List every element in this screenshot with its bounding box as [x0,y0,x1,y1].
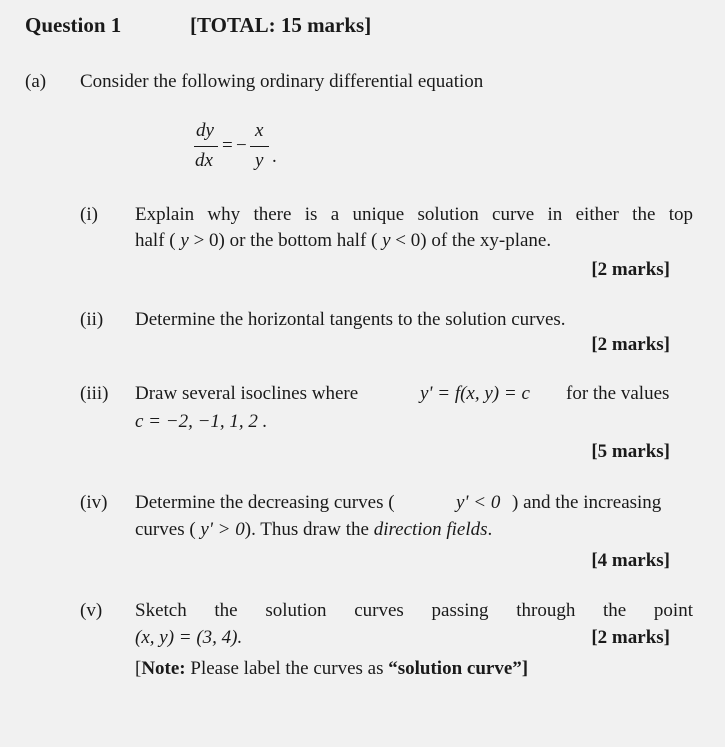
question-title: Question 1 [25,13,122,37]
rhs-fraction-bar [250,146,269,147]
sub-iii-isocline-eq: y' = f(x, y) = c [420,383,530,404]
sub-v-label: (v) [80,600,103,621]
sub-v-note: [Note: Please label the curves as “solution curve”] [135,658,529,679]
equals-sign: = [222,135,233,156]
sub-v-marks: [2 marks] [591,627,670,648]
equation-period: . [272,146,277,167]
rhs-numerator: x [255,120,264,141]
sub-iii-line1a: Draw several isoclines where [135,383,359,404]
sub-iv-marks: [4 marks] [591,550,670,571]
sub-iv-line1b: ) and the increasing [512,492,662,513]
sub-iv-label: (iv) [80,492,108,513]
sub-iv-decreasing-eq: y' < 0 [456,492,501,513]
sub-iii-marks: [5 marks] [591,441,670,462]
sub-iii-values: c = −2, −1, 1, 2 . [135,411,268,432]
rhs-denominator: y [255,150,264,171]
sub-v-point-eq: (x, y) = (3, 4). [135,627,243,648]
sub-ii-line1: Determine the horizontal tangents to the solution curves. [135,309,566,330]
lhs-fraction-bar [194,146,218,147]
total-marks: [TOTAL: 15 marks] [190,13,372,37]
part-a-intro: Consider the following ordinary differential equation [80,71,484,92]
sub-ii-label: (ii) [80,309,104,330]
direction-fields-term: direction fields [373,519,488,540]
part-a-label: (a) [25,71,47,92]
sub-iii-label: (iii) [80,383,109,404]
sub-ii-marks: [2 marks] [591,334,670,355]
lhs-denominator: dx [195,150,213,171]
sub-iv-line1a: Determine the decreasing curves ( [135,492,395,513]
sub-iii-line1b: for the values [566,383,670,404]
lhs-numerator: dy [196,120,214,141]
sub-iv-line2: curves ( y' > 0). Thus draw the direction fields. [135,519,493,540]
minus-sign: − [236,135,247,156]
sub-i-marks: [2 marks] [591,259,670,280]
sub-i-label: (i) [80,204,98,225]
sub-i-line2: half ( y > 0) or the bottom half ( y < 0) of the xy-plane. [135,230,552,251]
sub-v-line1: Sketch the solution curves passing through the point [135,600,693,621]
sub-i-line1: Explain why there is a unique solution curve in either the top [135,204,693,225]
